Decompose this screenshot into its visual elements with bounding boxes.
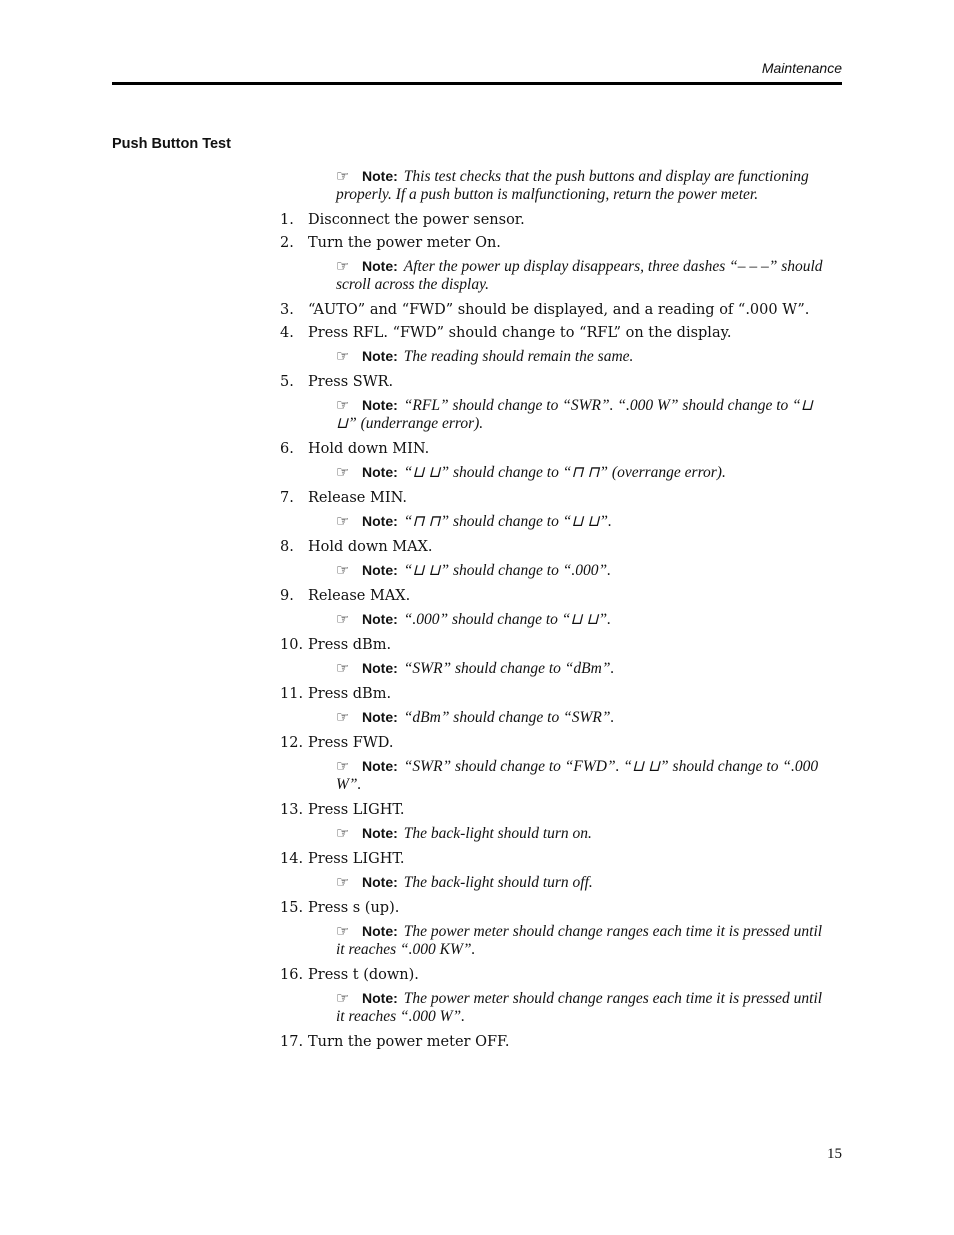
- running-header: Maintenance: [761, 60, 842, 76]
- note-text: “⊔ ⊔” should change to “⊓ ⊓” (overrange error).: [403, 464, 726, 481]
- note-label: Note:: [362, 464, 398, 480]
- section-title: Push Button Test: [112, 136, 231, 152]
- step-text: Disconnect the power sensor.: [308, 212, 525, 228]
- note-label: Note:: [362, 513, 398, 529]
- step-text: Press s (up).: [308, 900, 400, 916]
- step-number: 13.: [280, 802, 304, 818]
- step-text: Release MIN.: [308, 490, 407, 506]
- note-label: Note:: [362, 348, 398, 364]
- step-number: 6.: [280, 441, 294, 457]
- step-number: 5.: [280, 374, 294, 390]
- note-block: [336, 611, 840, 629]
- step-text: Press LIGHT.: [308, 851, 405, 867]
- procedure-step: [280, 637, 840, 654]
- note-block: [336, 990, 840, 1026]
- step-number: 17.: [280, 1034, 304, 1050]
- note-label: Note:: [362, 397, 398, 413]
- pointing-hand-icon: ☞: [336, 922, 350, 940]
- note-label: Note:: [362, 758, 398, 774]
- step-number: 16.: [280, 967, 304, 983]
- note-text: The back-light should turn off.: [403, 874, 593, 891]
- note-text: After the power up display disappears, three dashes “– – –” should scroll across the display.: [336, 258, 823, 293]
- note-block: [336, 562, 840, 580]
- note-text: This test checks that the push buttons and display are functioning properly. If a push button is malfunctioning, return the power meter.: [336, 168, 809, 203]
- procedure-step: [280, 235, 840, 252]
- note-text: “dBm” should change to “SWR”.: [403, 709, 615, 726]
- note-label: Note:: [362, 562, 398, 578]
- procedure-step: [280, 1034, 840, 1051]
- step-number: 12.: [280, 735, 304, 751]
- note-block: [336, 168, 840, 204]
- note-text: The power meter should change ranges each time it is pressed until it reaches “.000 KW”.: [336, 923, 823, 958]
- pointing-hand-icon: ☞: [336, 824, 350, 842]
- note-block: [336, 825, 840, 843]
- note-text: “RFL” should change to “SWR”. “.000 W” should change to “⊔ ⊔” (underrange error).: [336, 397, 813, 432]
- step-text: Hold down MIN.: [308, 441, 430, 457]
- procedure-step: [280, 686, 840, 703]
- procedure-step: [280, 302, 840, 319]
- header-rule: [112, 82, 842, 85]
- procedure-step: [280, 851, 840, 868]
- step-text: Turn the power meter OFF.: [308, 1034, 510, 1050]
- note-block: [336, 348, 840, 366]
- note-block: [336, 258, 840, 294]
- pointing-hand-icon: ☞: [336, 396, 350, 414]
- note-label: Note:: [362, 258, 398, 274]
- procedure-step: [280, 588, 840, 605]
- note-block: [336, 397, 840, 433]
- note-block: [336, 660, 840, 678]
- note-text: The power meter should change ranges each time it is pressed until it reaches “.000 W”.: [336, 990, 823, 1025]
- note-label: Note:: [362, 825, 398, 841]
- step-number: 2.: [280, 235, 294, 251]
- procedure-step: [280, 212, 840, 229]
- step-number: 7.: [280, 490, 294, 506]
- pointing-hand-icon: ☞: [336, 610, 350, 628]
- step-text: Press dBm.: [308, 686, 392, 702]
- step-text: “AUTO” and “FWD” should be displayed, and a reading of “.000 W”.: [308, 302, 810, 318]
- page-number: 15: [827, 1146, 842, 1162]
- step-number: 3.: [280, 302, 294, 318]
- note-text: “SWR” should change to “dBm”.: [403, 660, 615, 677]
- step-text: Hold down MAX.: [308, 539, 433, 555]
- note-text: The back-light should turn on.: [403, 825, 592, 842]
- procedure-content: [280, 166, 840, 1057]
- procedure-step: [280, 967, 840, 984]
- pointing-hand-icon: ☞: [336, 757, 350, 775]
- step-text: Press LIGHT.: [308, 802, 405, 818]
- note-block: [336, 709, 840, 727]
- note-label: Note:: [362, 990, 398, 1006]
- note-text: “⊓ ⊓” should change to “⊔ ⊔”.: [403, 513, 612, 530]
- step-text: Press SWR.: [308, 374, 394, 390]
- note-label: Note:: [362, 874, 398, 890]
- step-number: 1.: [280, 212, 294, 228]
- pointing-hand-icon: ☞: [336, 873, 350, 891]
- procedure-step: [280, 900, 840, 917]
- step-text: Press dBm.: [308, 637, 392, 653]
- note-label: Note:: [362, 923, 398, 939]
- note-label: Note:: [362, 611, 398, 627]
- note-label: Note:: [362, 709, 398, 725]
- procedure-step: [280, 325, 840, 342]
- step-number: 14.: [280, 851, 304, 867]
- pointing-hand-icon: ☞: [336, 989, 350, 1007]
- procedure-step: [280, 802, 840, 819]
- step-number: 15.: [280, 900, 304, 916]
- note-block: [336, 464, 840, 482]
- note-text: The reading should remain the same.: [403, 348, 634, 365]
- step-number: 4.: [280, 325, 294, 341]
- step-number: 9.: [280, 588, 294, 604]
- pointing-hand-icon: ☞: [336, 659, 350, 677]
- step-text: Press RFL. “FWD” should change to “RFL” on the display.: [308, 325, 732, 341]
- note-block: [336, 923, 840, 959]
- step-text: Release MAX.: [308, 588, 411, 604]
- step-text: Turn the power meter On.: [308, 235, 501, 251]
- procedure-step: [280, 374, 840, 391]
- step-text: Press t (down).: [308, 967, 419, 983]
- step-number: 8.: [280, 539, 294, 555]
- note-text: “⊔ ⊔” should change to “.000”.: [403, 562, 611, 579]
- pointing-hand-icon: ☞: [336, 561, 350, 579]
- note-label: Note:: [362, 168, 398, 184]
- step-text: Press FWD.: [308, 735, 394, 751]
- note-block: [336, 758, 840, 794]
- step-number: 10.: [280, 637, 304, 653]
- pointing-hand-icon: ☞: [336, 167, 350, 185]
- procedure-step: [280, 441, 840, 458]
- note-text: “.000” should change to “⊔ ⊔”.: [403, 611, 611, 628]
- step-number: 11.: [280, 686, 304, 702]
- pointing-hand-icon: ☞: [336, 708, 350, 726]
- note-text: “SWR” should change to “FWD”. “⊔ ⊔” should change to “.000 W”.: [336, 758, 819, 793]
- pointing-hand-icon: ☞: [336, 347, 350, 365]
- note-label: Note:: [362, 660, 398, 676]
- procedure-step: [280, 490, 840, 507]
- pointing-hand-icon: ☞: [336, 257, 350, 275]
- pointing-hand-icon: ☞: [336, 463, 350, 481]
- note-block: [336, 874, 840, 892]
- note-block: [336, 513, 840, 531]
- pointing-hand-icon: ☞: [336, 512, 350, 530]
- procedure-step: [280, 539, 840, 556]
- procedure-step: [280, 735, 840, 752]
